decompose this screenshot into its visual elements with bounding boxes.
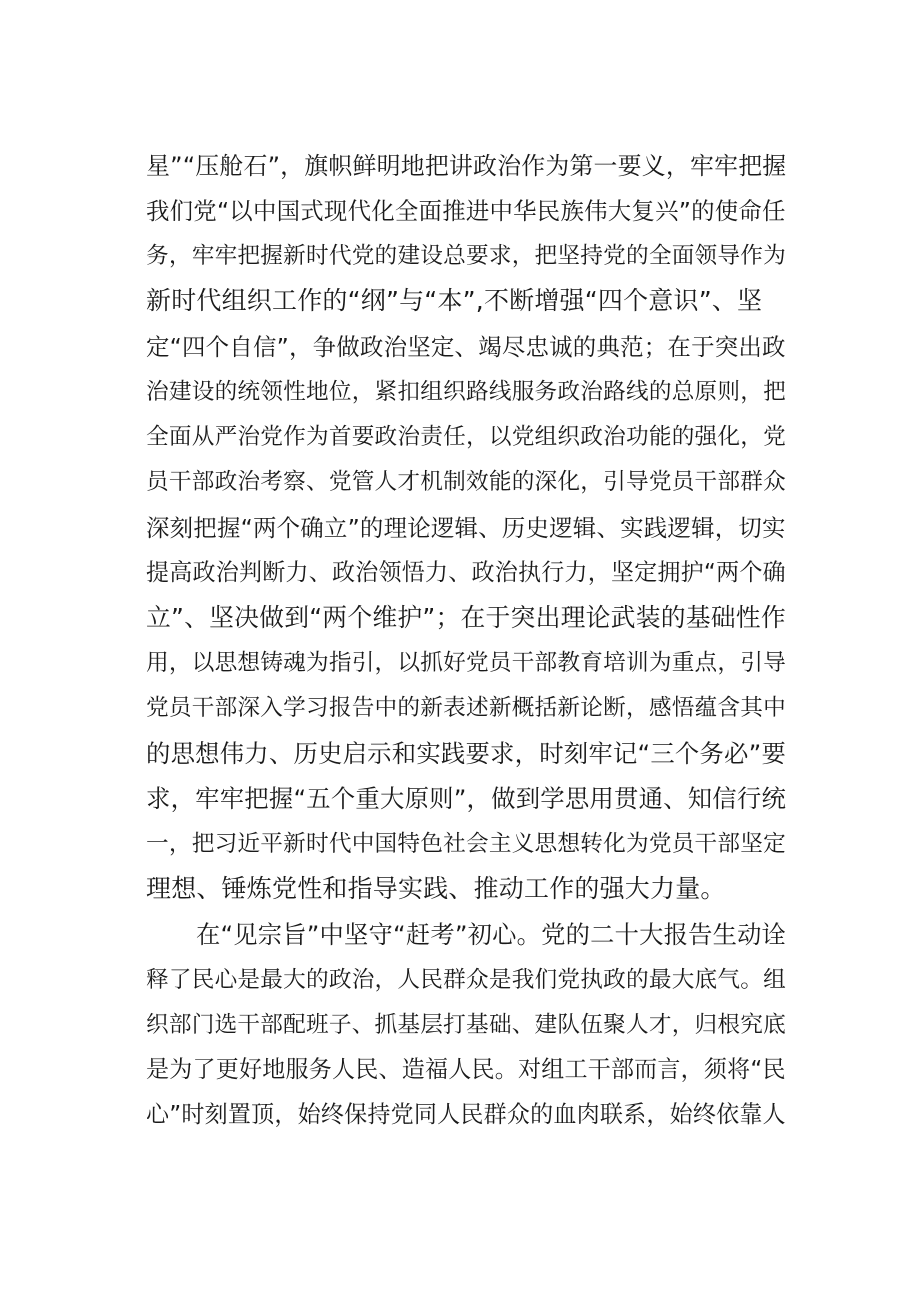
paragraph-2-line-3: 织部门选干部配班子、抓基层打基础、建队伍聚人才，归根究底 xyxy=(146,1012,786,1038)
paragraph-1-line-10: 提高政治判断力、政治领悟力、政治执行力，坚定拥护“两个确 xyxy=(146,560,786,586)
paragraph-1-line-13: 党员干部深入学习报告中的新表述新概括新论断，感悟蕴含其中 xyxy=(146,695,786,721)
paragraph-1-line-3: 务，牢牢把握新时代党的建设总要求，把坚持党的全面领导作为 xyxy=(146,243,786,269)
paragraph-1-line-7: 全面从严治党作为首要政治责任，以党组织政治功能的强化，党 xyxy=(146,424,786,450)
paragraph-2-line-4: 是为了更好地服务人民、造福人民。对组工干部而言，须将“民 xyxy=(146,1057,786,1083)
paragraph-1-line-15: 求，牢牢把握“五个重大原则”，做到学思用贯通、知信行统 xyxy=(146,784,787,813)
paragraph-1-line-8: 员干部政治考察、党管人才机制效能的深化，引导党员干部群众 xyxy=(146,469,786,495)
paragraph-1-line-12: 用，以思想铸魂为指引，以抓好党员干部教育培训为重点，引导 xyxy=(146,650,786,676)
paragraph-1-line-6: 治建设的统领性地位，紧扣组织路线服务政治路线的总原则，把 xyxy=(146,379,786,405)
paragraph-1-line-9: 深刻把握“两个确立”的理论逻辑、历史逻辑、实践逻辑，切实 xyxy=(146,514,786,542)
paragraph-1-line-5: 定“四个自信”，争做政治坚定、竭尽忠诚的典范；在于突出政 xyxy=(146,333,786,361)
paragraph-2-line-5: 心”时刻置顶，始终保持党同人民群众的血肉联系，始终依靠人 xyxy=(146,1102,786,1128)
paragraph-1-line-1: 星”“压舱石”，旗帜鲜明地把讲政治作为第一要义，牢牢把握 xyxy=(146,152,787,180)
paragraph-1-line-4: 新时代组织工作的“纲”与“本”,不断增强“四个意识”、坚 xyxy=(146,286,763,315)
paragraph-1-line-2: 我们党“以中国式现代化全面推进中华民族伟大复兴”的使命任 xyxy=(146,197,786,225)
paragraph-2-line-1: 在“见宗旨”中坚守“赶考”初心。党的二十大报告生动诠 xyxy=(196,920,787,949)
paragraph-1-line-16: 一，把习近平新时代中国特色社会主义思想转化为党员干部坚定 xyxy=(146,831,786,857)
paragraph-1-line-11: 立”、坚决做到“两个维护”；在于突出理论武装的基础性作 xyxy=(146,603,786,632)
paragraph-2-line-2: 释了民心是最大的政治，人民群众是我们党执政的最大底气。组 xyxy=(146,967,786,993)
paragraph-1-line-14: 的思想伟力、历史启示和实践要求，时刻牢记“三个务必”要 xyxy=(146,739,787,768)
paragraph-1-line-17: 理想、锤炼党性和指导实践、推动工作的强大力量。 xyxy=(146,874,726,903)
